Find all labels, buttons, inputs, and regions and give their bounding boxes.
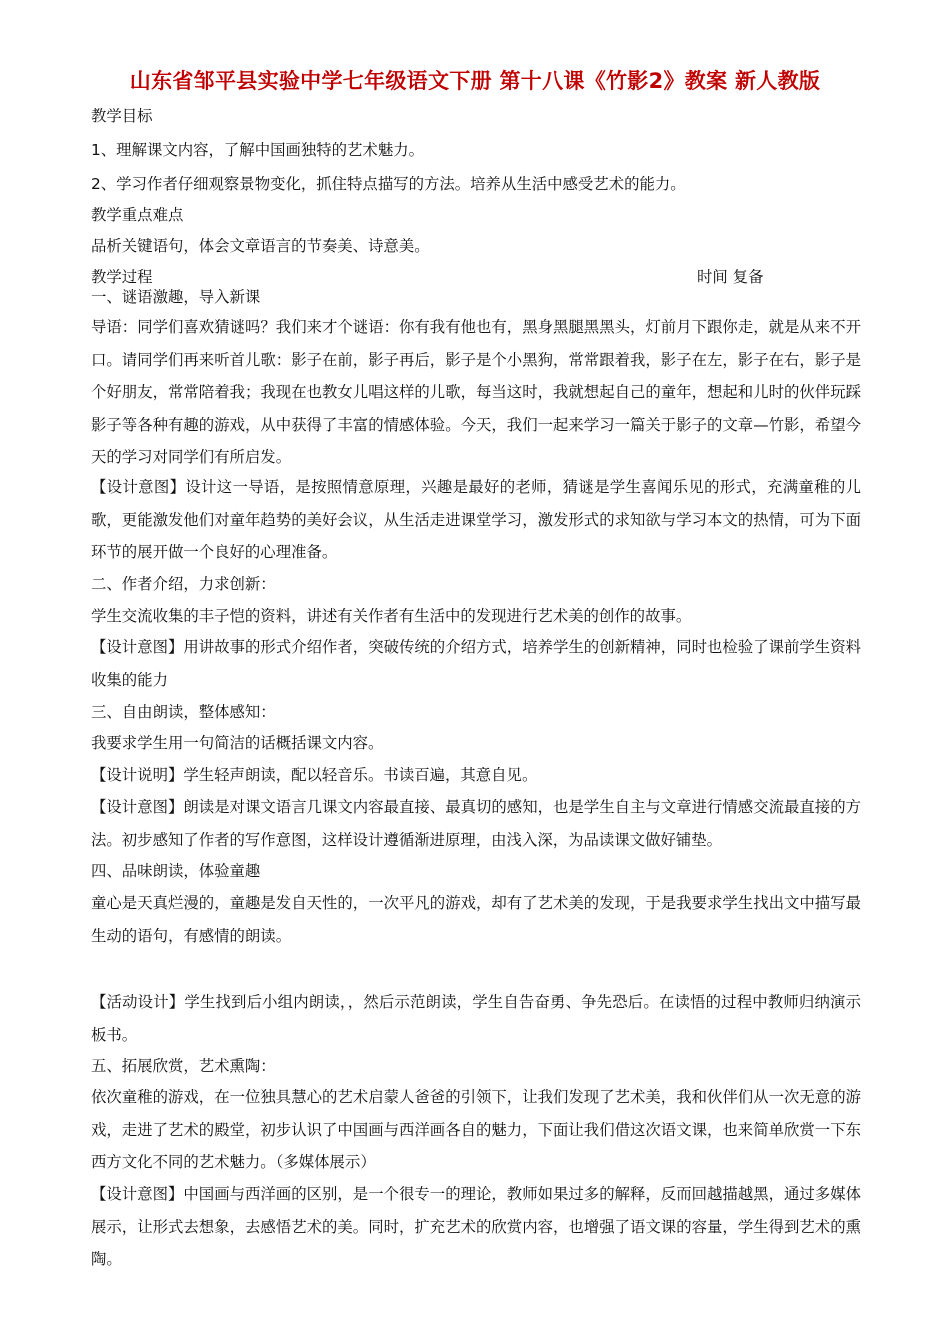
- key-points-heading: 教学重点难点: [91, 206, 184, 224]
- section-3-heading: 三、自由朗读，整体感知：: [91, 703, 276, 721]
- goal-1: 1、理解课文内容，了解中国画独特的艺术魅力。: [91, 141, 424, 159]
- section-2-design: 【设计意图】用讲故事的形式介绍作者，突破传统的介绍方式，培养学生的创新精神，同时也检验了课前学生资料收集的能力: [91, 638, 861, 689]
- section-3-note: 【设计说明】学生轻声朗读，配以轻音乐。书读百遍，其意自见。: [91, 766, 538, 784]
- section-4-heading: 四、品味朗读，体验童趣: [91, 862, 261, 880]
- goal-2: 2、学习作者仔细观察景物变化，抓住特点描写的方法。培养从生活中感受艺术的能力。: [91, 175, 686, 193]
- document-title: 山东省邹平县实验中学七年级语文下册 第十八课《竹影2》教案 新人教版: [129, 69, 821, 93]
- teaching-goals-heading: 教学目标: [91, 107, 153, 125]
- time-label: 时间 复备: [697, 268, 764, 286]
- section-2-text: 学生交流收集的丰子恺的资料，讲述有关作者有生活中的发现进行艺术美的创作的故事。: [91, 607, 692, 625]
- section-5-heading: 五、拓展欣赏，艺术熏陶：: [91, 1057, 276, 1075]
- section-5-design: 【设计意图】中国画与西洋画的区别，是一个很专一的理论，教师如果过多的解释，反而回越描越黑，通过多媒体展示，让形式去想象，去感悟艺术的美。同时，扩充艺术的欣赏内容，也增强了语文课的容量，学生得到艺术的熏陶。: [91, 1185, 861, 1268]
- section-1-intro: 导语：同学们喜欢猜谜吗？我们来才个谜语：你有我有他也有，黑身黑腿黑黑头，灯前月下跟你走，就是从来不开口。请同学们再来听首儿歌：影子在前，影子再后，影子是个小黑狗，常常跟着我，影子在左，影子在右，影子是个好朋友，常常陪着我；我现在也教女儿唱这样的儿歌，每当这时，我就想起自己的童年，想起和儿时的伙伴玩踩影子等各种有趣的游戏，从中获得了丰富的情感体验。今天，我们一起来学习一篇关于影子的文章—竹影，希望今天的学习对同学们有所启发。: [91, 318, 861, 466]
- section-1-heading: 一、谜语激趣，导入新课: [91, 288, 261, 306]
- section-1-design: 【设计意图】设计这一导语，是按照情意原理，兴趣是最好的老师，猜谜是学生喜闻乐见的形式，充满童稚的儿歌，更能激发他们对童年趋势的美好会议，从生活走进课堂学习，激发形式的求知欲与学习本文的热情，可为下面环节的展开做一个良好的心理准备。: [91, 478, 861, 561]
- section-3-design: 【设计意图】朗读是对课文语言几课文内容最直接、最真切的感知，也是学生自主与文章进行情感交流最直接的方法。初步感知了作者的写作意图，这样设计遵循渐进原理，由浅入深，为品读课文做好铺垫。: [91, 798, 861, 849]
- key-points-text: 品析关键语句，体会文章语言的节奏美、诗意美。: [91, 237, 430, 255]
- section-2-heading: 二、作者介绍，力求创新：: [91, 575, 276, 593]
- section-4-text: 童心是天真烂漫的，童趣是发自天性的，一次平凡的游戏，却有了艺术美的发现，于是我要求学生找出文中描写最生动的语句，有感情的朗读。: [91, 894, 861, 945]
- process-heading: 教学过程: [91, 268, 153, 286]
- section-4-activity: 【活动设计】学生找到后小组内朗读，，然后示范朗读，学生自告奋勇、争先恐后。在读悟的过程中教师归纳演示板书。: [91, 993, 861, 1044]
- section-5-text: 依次童稚的游戏，在一位独具慧心的艺术启蒙人爸爸的引领下，让我们发现了艺术美，我和伙伴们从一次无意的游戏，走进了艺术的殿堂，初步认识了中国画与西洋画各自的魅力，下面让我们借这次语文课，也来简单欣赏一下东西方文化不同的艺术魅力。（多媒体展示）: [91, 1088, 861, 1171]
- section-3-text: 我要求学生用一句简洁的话概括课文内容。: [91, 734, 384, 752]
